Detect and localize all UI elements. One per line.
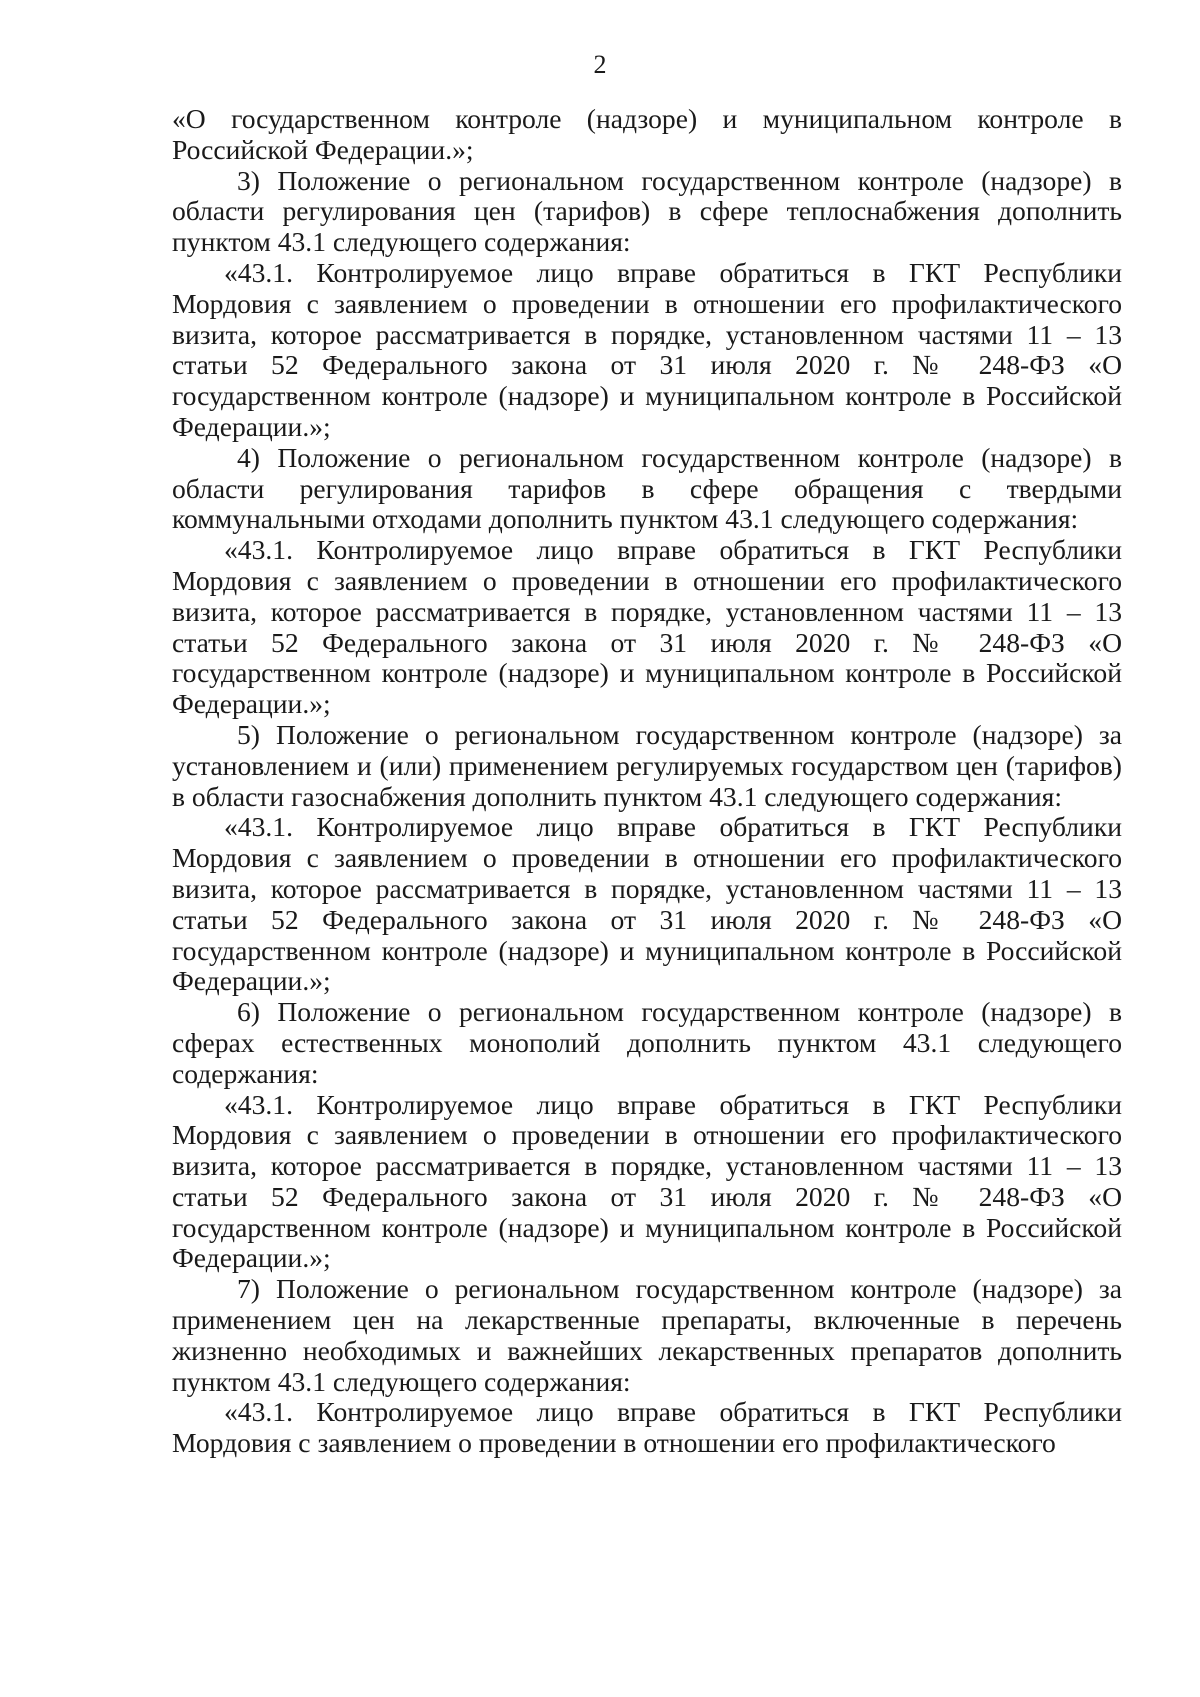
- paragraph-item-3: 3) Положение о региональном государственном контроле (надзоре) в области регулирования цен (тарифов) в сфере теплоснабжения дополнить пунктом 43.1 следующего содержания:: [172, 164, 1122, 258]
- document-body: [172, 104, 1122, 1459]
- paragraph-item-6: 6) Положение о региональном государственном контроле (надзоре) в сферах естественных монополий дополнить пунктом 43.1 следующего содержания:: [172, 996, 1122, 1089]
- paragraph-quote: «43.1. Контролируемое лицо вправе обратиться в ГКТ Республики Мордовия с заявлением о проведении в отношении его профилактического визита, которое рассматривается в порядке, установленном частями 11 – 13 статьи 52 Федерального закона от 31 июля 2020 г. № 248-ФЗ «О государственном контроле (надзоре) и муниципальном контроле в Российской Федерации.»;: [172, 256, 1122, 442]
- paragraph-continuation: «О государственном контроле (надзоре) и муниципальном контроле в Российской Федерации.»;: [172, 103, 1122, 165]
- paragraph-quote: «43.1. Контролируемое лицо вправе обратиться в ГКТ Республики Мордовия с заявлением о проведении в отношении его профилактического визита, которое рассматривается в порядке, установленном частями 11 – 13 статьи 52 Федерального закона от 31 июля 2020 г. № 248-ФЗ «О государственном контроле (надзоре) и муниципальном контроле в Российской Федерации.»;: [172, 1088, 1122, 1274]
- paragraph-quote: «43.1. Контролируемое лицо вправе обратиться в ГКТ Республики Мордовия с заявлением о проведении в отношении его профилактического визита, которое рассматривается в порядке, установленном частями 11 – 13 статьи 52 Федерального закона от 31 июля 2020 г. № 248-ФЗ «О государственном контроле (надзоре) и муниципальном контроле в Российской Федерации.»;: [172, 811, 1122, 997]
- paragraph-item-5: 5) Положение о региональном государственном контроле (надзоре) за установлением и (или) применением регулируемых государством цен (тарифов) в области газоснабжения дополнить пунктом 43.1 следующего содержания:: [172, 718, 1122, 812]
- paragraph-quote-partial: «43.1. Контролируемое лицо вправе обратиться в ГКТ Республики Мордовия с заявлением о проведении в отношении его профилактического: [172, 1396, 1122, 1459]
- paragraph-quote: «43.1. Контролируемое лицо вправе обратиться в ГКТ Республики Мордовия с заявлением о проведении в отношении его профилактического визита, которое рассматривается в порядке, установленном частями 11 – 13 статьи 52 Федерального закона от 31 июля 2020 г. № 248-ФЗ «О государственном контроле (надзоре) и муниципальном контроле в Российской Федерации.»;: [172, 534, 1122, 720]
- page-number: 2: [593, 50, 607, 79]
- paragraph-item-7: 7) Положение о региональном государственном контроле (надзоре) за применением цен на лекарственные препараты, включенные в перечень жизненно необходимых и важнейших лекарственных препаратов дополнить пунктом 43.1 следующего содержания:: [172, 1273, 1122, 1397]
- paragraph-item-4: 4) Положение о региональном государственном контроле (надзоре) в области регулирования тарифов в сфере обращения с твердыми коммунальными отходами дополнить пунктом 43.1 следующего содержания:: [172, 441, 1122, 535]
